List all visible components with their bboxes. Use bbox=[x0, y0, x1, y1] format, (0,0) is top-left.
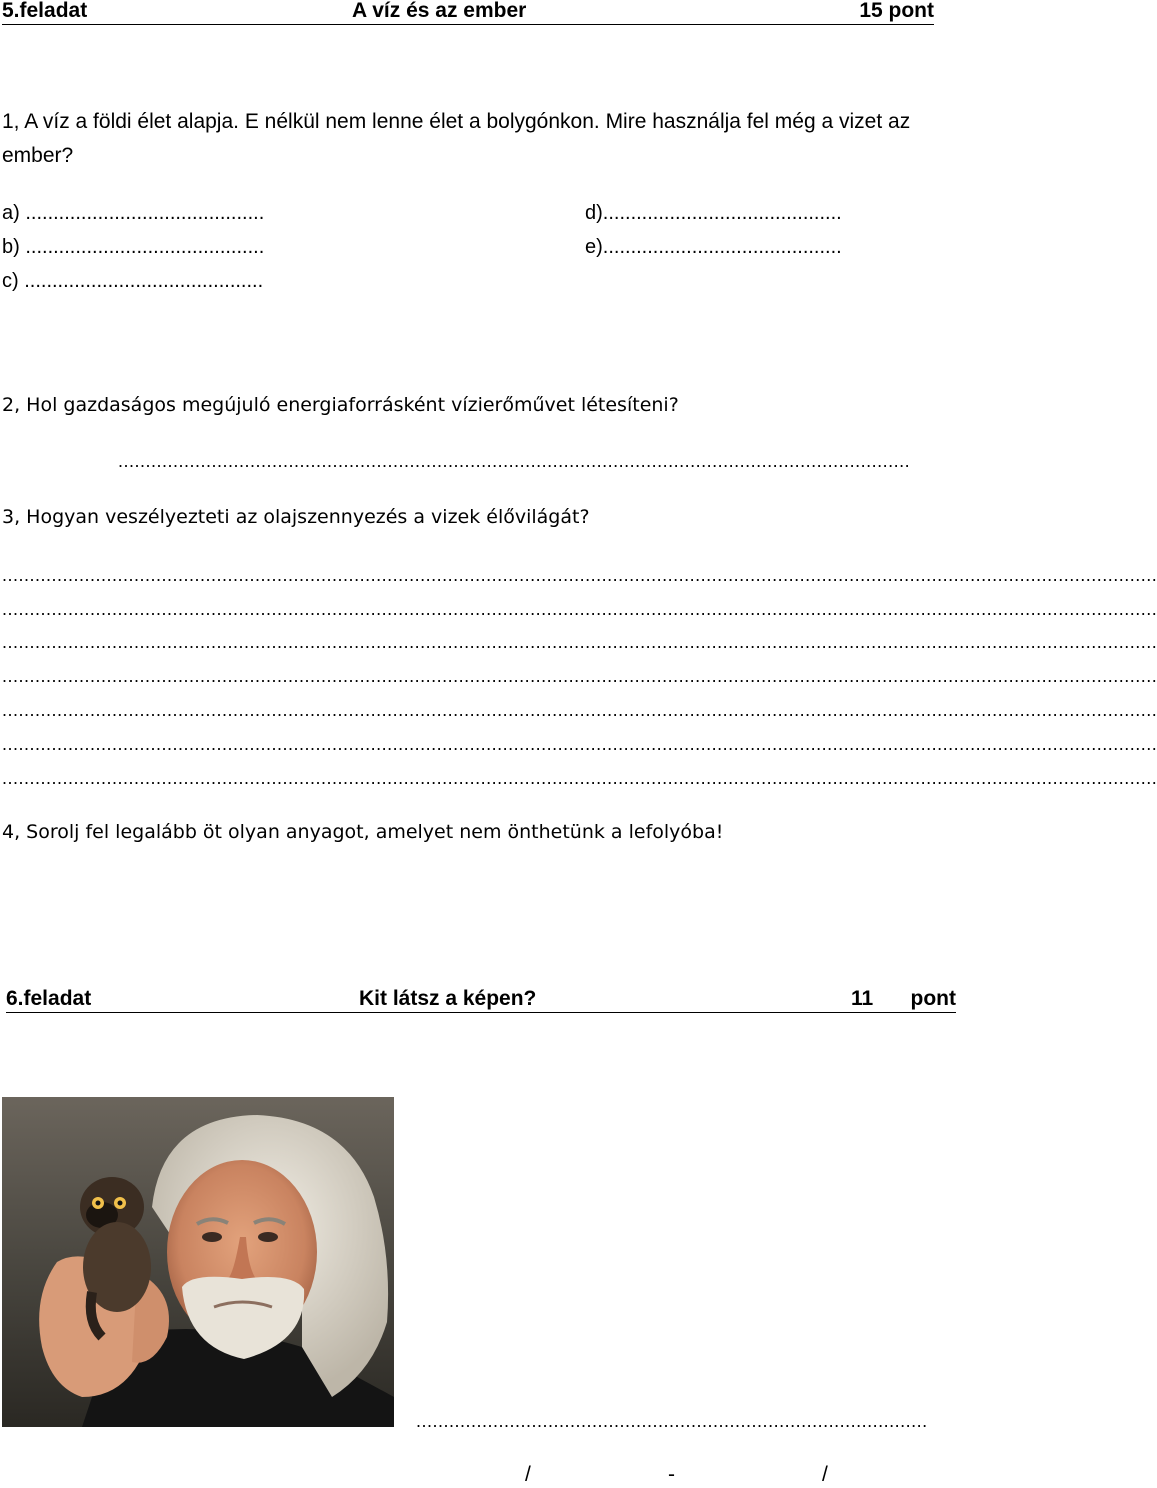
footer-slash-1: / bbox=[525, 1463, 531, 1486]
portrait-photo bbox=[2, 1097, 394, 1427]
answer-line[interactable]: .................................................................................................................................................................................................................. bbox=[2, 565, 1157, 585]
question-2-answer-line[interactable]: ................................................................................................................................................ bbox=[118, 451, 911, 471]
task6-answer-line[interactable]: ............................................................................................. bbox=[416, 1411, 928, 1431]
task6-header bbox=[6, 988, 956, 1013]
task6-points-number: 11 bbox=[851, 987, 874, 1010]
answer-c[interactable]: c) ........................................... bbox=[2, 270, 264, 292]
question-1-text-cont: ember? bbox=[2, 144, 74, 167]
answer-line[interactable]: .................................................................................................................................................................................................................. bbox=[2, 768, 1157, 788]
task5-points: 15 pont bbox=[859, 0, 934, 22]
footer-dash: - bbox=[668, 1463, 675, 1486]
question-3-text: 3, Hogyan veszélyezteti az olajszennyezés a vizek élővilágát? bbox=[2, 506, 590, 528]
answer-line[interactable]: .................................................................................................................................................................................................................. bbox=[2, 666, 1157, 686]
answer-e[interactable]: e)........................................... bbox=[585, 236, 842, 258]
answer-line[interactable]: .................................................................................................................................................................................................................. bbox=[2, 599, 1157, 619]
task6-number: 6.feladat bbox=[6, 987, 92, 1010]
task6-points-word: pont bbox=[910, 987, 956, 1010]
question-1-text: 1, A víz a földi élet alapja. E nélkül nem lenne élet a bolygónkon. Mire használja fel még a vizet az bbox=[2, 110, 911, 133]
answer-line[interactable]: .................................................................................................................................................................................................................. bbox=[2, 632, 1157, 652]
task5-title: A víz és az ember bbox=[352, 0, 527, 22]
answer-line[interactable]: .................................................................................................................................................................................................................. bbox=[2, 734, 1157, 754]
task5-number: 5.feladat bbox=[2, 0, 88, 22]
footer-slash-2: / bbox=[822, 1463, 828, 1486]
question-4-text: 4, Sorolj fel legalább öt olyan anyagot, amelyet nem önthetünk a lefolyóba! bbox=[2, 821, 724, 843]
task6-title: Kit látsz a képen? bbox=[359, 987, 537, 1010]
answer-line[interactable]: .................................................................................................................................................................................................................. bbox=[2, 700, 1157, 720]
answer-a[interactable]: a) ........................................... bbox=[2, 202, 265, 224]
question-2-text: 2, Hol gazdaságos megújuló energiaforrásként vízierőművet létesíteni? bbox=[2, 394, 679, 416]
task5-header bbox=[2, 0, 934, 25]
answer-b[interactable]: b) ........................................... bbox=[2, 236, 265, 258]
answer-d[interactable]: d)........................................... bbox=[585, 202, 842, 224]
